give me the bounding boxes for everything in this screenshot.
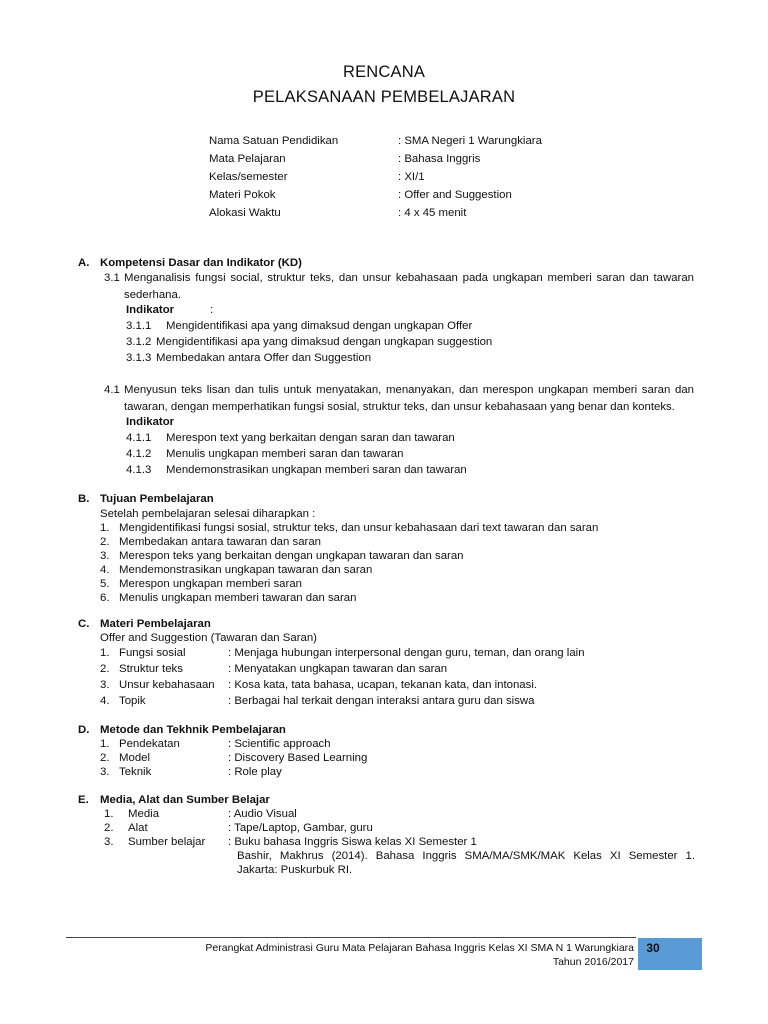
- list-item: Mendemonstrasikan ungkapan tawaran dan saran: [119, 564, 373, 576]
- indicator-number: 4.1.3: [126, 464, 152, 476]
- indicator-label: Indikator: [126, 304, 175, 316]
- identity-label: Kelas/semester: [209, 171, 288, 183]
- list-number: 4.: [100, 695, 110, 707]
- list-item: Merespon teks yang berkaitan dengan ungkapan tawaran dan saran: [119, 550, 464, 562]
- section-title: Tujuan Pembelajaran: [100, 493, 214, 505]
- list-number: 3.: [104, 836, 114, 848]
- list-number: 2.: [100, 663, 110, 675]
- list-value: : Role play: [228, 766, 282, 778]
- list-label: Sumber belajar: [128, 836, 206, 848]
- list-label: Media: [128, 808, 160, 820]
- identity-value: : Offer and Suggestion: [398, 189, 512, 201]
- section-title: Kompetensi Dasar dan Indikator (KD): [100, 257, 302, 269]
- list-number: 3.: [100, 550, 110, 562]
- list-number: 3.: [100, 679, 110, 691]
- identity-value: : Bahasa Inggris: [398, 153, 481, 165]
- list-number: 6.: [100, 592, 110, 604]
- indicator-text: Menulis ungkapan memberi saran dan tawaran: [166, 448, 404, 460]
- section-letter: B.: [78, 493, 90, 505]
- list-number: 1.: [100, 738, 110, 750]
- kd-number: 3.1: [104, 272, 120, 284]
- section-title: Media, Alat dan Sumber Belajar: [100, 794, 270, 806]
- list-item: Membedakan antara tawaran dan saran: [119, 536, 321, 548]
- indicator-number: 3.1.2: [126, 336, 152, 348]
- section-title: Materi Pembelajaran: [100, 618, 211, 630]
- list-value: : Audio Visual: [228, 808, 297, 820]
- document-subtitle: PELAKSANAAN PEMBELAJARAN: [252, 88, 516, 106]
- reference-line: Bashir, Makhrus (2014). Bahasa Inggris SMA/MA/SMK/MAK Kelas XI Semester 1.: [237, 850, 695, 862]
- kd-text-line: Menyusun teks lisan dan tulis untuk menyatakan, menanyakan, dan merespon ungkapan memberi saran dan: [124, 384, 694, 396]
- indicator-number: 3.1.1: [126, 320, 152, 332]
- footer-divider: [66, 937, 636, 938]
- indicator-text: Mengidentifikasi apa yang dimaksud dengan ungkapan Offer: [166, 320, 473, 332]
- list-value: : Tape/Laptop, Gambar, guru: [228, 822, 373, 834]
- list-number: 4.: [100, 564, 110, 576]
- indicator-label: Indikator: [126, 416, 175, 428]
- section-letter: A.: [78, 257, 90, 269]
- indicator-number: 3.1.3: [126, 352, 152, 364]
- list-value: : Menyatakan ungkapan tawaran dan saran: [228, 663, 448, 675]
- list-label: Fungsi sosial: [119, 647, 186, 659]
- section-letter: E.: [78, 794, 89, 806]
- list-value: : Buku bahasa Inggris Siswa kelas XI Semester 1: [228, 836, 477, 848]
- indicator-colon: :: [210, 304, 214, 316]
- list-value: : Scientific approach: [228, 738, 331, 750]
- identity-label: Nama Satuan Pendidikan: [209, 135, 339, 147]
- identity-value: : 4 x 45 menit: [398, 207, 467, 219]
- identity-value: : XI/1: [398, 171, 425, 183]
- list-number: 2.: [100, 536, 110, 548]
- list-value: : Menjaga hubungan interpersonal dengan guru, teman, dan orang lain: [228, 647, 585, 659]
- list-number: 3.: [100, 766, 110, 778]
- list-label: Teknik: [119, 766, 152, 778]
- list-number: 1.: [100, 647, 110, 659]
- reference-line: Jakarta: Puskurbuk RI.: [237, 864, 353, 876]
- identity-value: : SMA Negeri 1 Warungkiara: [398, 135, 542, 147]
- section-intro: Setelah pembelajaran selesai diharapkan :: [100, 508, 316, 520]
- indicator-text: Mendemonstrasikan ungkapan memberi saran dan tawaran: [166, 464, 467, 476]
- kd-number: 4.1: [104, 384, 120, 396]
- list-number: 1.: [104, 808, 114, 820]
- list-number: 2.: [104, 822, 114, 834]
- section-letter: C.: [78, 618, 90, 630]
- list-label: Pendekatan: [119, 738, 180, 750]
- indicator-number: 4.1.1: [126, 432, 152, 444]
- list-label: Struktur teks: [119, 663, 183, 675]
- document-title: RENCANA: [342, 63, 426, 81]
- footer-text: Perangkat Administrasi Guru Mata Pelajaran Bahasa Inggris Kelas XI SMA N 1 Warungkiara: [205, 942, 634, 954]
- page-number: 30: [646, 941, 660, 955]
- list-label: Alat: [128, 822, 148, 834]
- kd-text-line: tawaran, dengan memperhatikan fungsi sosial, struktur teks, dan unsur kebahasaan yang benar dan konteks.: [124, 401, 675, 413]
- list-value: : Discovery Based Learning: [228, 752, 368, 764]
- identity-label: Mata Pelajaran: [209, 153, 286, 165]
- list-value: : Kosa kata, tata bahasa, ucapan, tekanan kata, dan intonasi.: [228, 679, 538, 691]
- section-letter: D.: [78, 724, 90, 736]
- section-title: Metode dan Tekhnik Pembelajaran: [100, 724, 286, 736]
- indicator-text: Mengidentifikasi apa yang dimaksud dengan ungkapan suggestion: [156, 336, 493, 348]
- list-item: Merespon ungkapan memberi saran: [119, 578, 302, 590]
- list-label: Unsur kebahasaan: [119, 679, 215, 691]
- indicator-text: Merespon text yang berkaitan dengan saran dan tawaran: [166, 432, 455, 444]
- list-item: Menulis ungkapan memberi tawaran dan saran: [119, 592, 357, 604]
- indicator-text: Membedakan antara Offer dan Suggestion: [156, 352, 372, 364]
- list-number: 5.: [100, 578, 110, 590]
- section-intro: Offer and Suggestion (Tawaran dan Saran): [100, 632, 317, 644]
- list-label: Topik: [119, 695, 146, 707]
- list-label: Model: [119, 752, 151, 764]
- footer-year: Tahun 2016/2017: [552, 956, 634, 968]
- list-value: : Berbagai hal terkait dengan interaksi antara guru dan siswa: [228, 695, 535, 707]
- list-item: Mengidentifikasi fungsi sosial, struktur teks, dan unsur kebahasaan dari text tawaran dan saran: [119, 522, 599, 534]
- kd-text-line: Menganalisis fungsi social, struktur teks, dan unsur kebahasaan pada ungkapan memberi saran dan tawaran: [124, 272, 694, 284]
- identity-label: Materi Pokok: [209, 189, 276, 201]
- identity-label: Alokasi Waktu: [209, 207, 281, 219]
- kd-text-line: sederhana.: [124, 289, 181, 301]
- page-number-box: [638, 938, 702, 970]
- list-number: 2.: [100, 752, 110, 764]
- list-number: 1.: [100, 522, 110, 534]
- indicator-number: 4.1.2: [126, 448, 152, 460]
